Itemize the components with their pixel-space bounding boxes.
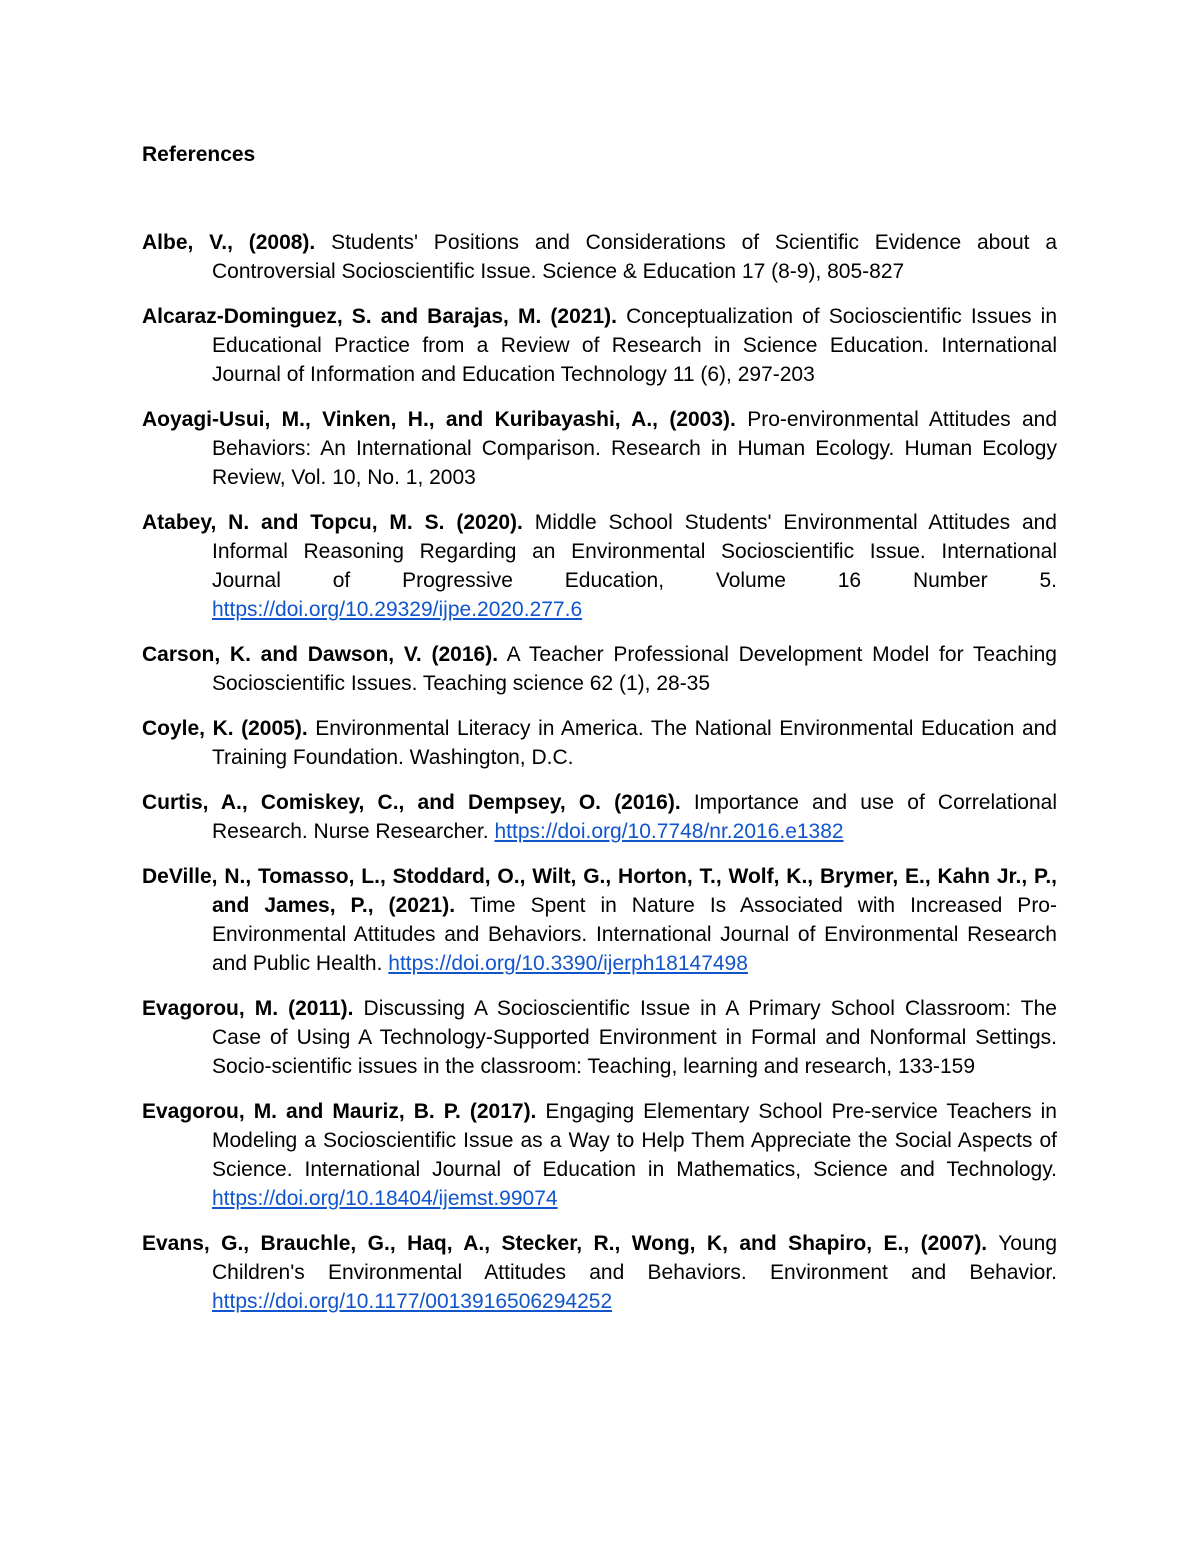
reference-authors: Evans, G., Brauchle, G., Haq, A., Stecker, R., Wong, K, and Shapiro, E., (2007). <box>142 1232 988 1255</box>
reference-entry <box>142 1229 1057 1316</box>
reference-doi-link[interactable]: https://doi.org/10.18404/ijemst.99074 <box>212 1187 558 1210</box>
reference-text: Discussing A Socioscientific Issue in A Primary School Classroom: The Case of Using A Technology-Supported Environment in Formal and Nonformal Settings. Socio-scientific issues in the classroom: Teaching, learning and research, 133-159 <box>212 997 1057 1078</box>
reference-authors: Evagorou, M. and Mauriz, B. P. (2017). <box>142 1100 537 1123</box>
reference-doi-link[interactable]: https://doi.org/10.3390/ijerph18147498 <box>388 952 748 975</box>
reference-text: Middle School Students' Environmental Attitudes and Informal Reasoning Regarding an Environmental Socioscientific Issue. International Journal of Progressive Education, Volume 16 Number 5. <box>212 511 1057 592</box>
reference-entry <box>142 405 1057 492</box>
reference-list <box>142 228 1057 1316</box>
reference-text: Students' Positions and Considerations of Scientific Evidence about a Controversial Socioscientific Issue. Science & Education 17 (8-9), 805-827 <box>212 231 1058 283</box>
reference-entry <box>142 508 1057 624</box>
document-page <box>142 140 1057 1332</box>
reference-text: Time Spent in Nature Is Associated with Increased Pro-Environmental Attitudes and Behaviors. International Journal of Environmental Research and Public Health. <box>212 894 1057 975</box>
reference-entry <box>142 714 1057 772</box>
reference-entry <box>142 228 1057 286</box>
reference-entry <box>142 302 1057 389</box>
reference-authors: Evagorou, M. (2011). <box>142 997 354 1020</box>
reference-authors: Aoyagi-Usui, M., Vinken, H., and Kuribayashi, A., (2003). <box>142 408 736 431</box>
reference-text: Environmental Literacy in America. The National Environmental Education and Training Foundation. Washington, D.C. <box>212 717 1057 769</box>
reference-text: Engaging Elementary School Pre-service Teachers in Modeling a Socioscientific Issue as a Way to Help Them Appreciate the Social Aspects of Science. International Journal of Education in Mathematics, Science and Technology. <box>212 1100 1057 1181</box>
reference-entry <box>142 1097 1057 1213</box>
reference-authors: Albe, V., (2008). <box>142 231 316 254</box>
reference-authors: DeVille, N., Tomasso, L., Stoddard, O., Wilt, G., Horton, T., Wolf, K., Brymer, E., Kahn Jr., P., and James, P., (2021). <box>142 865 1057 917</box>
reference-doi-link[interactable]: https://doi.org/10.29329/ijpe.2020.277.6 <box>212 598 583 621</box>
reference-doi-link[interactable]: https://doi.org/10.7748/nr.2016.e1382 <box>494 820 844 843</box>
reference-text: A Teacher Professional Development Model for Teaching Socioscientific Issues. Teaching science 62 (1), 28-35 <box>212 643 1057 695</box>
reference-entry <box>142 788 1057 846</box>
reference-authors: Coyle, K. (2005). <box>142 717 308 740</box>
reference-text: Conceptualization of Socioscientific Issues in Educational Practice from a Review of Research in Science Education. International Journal of Information and Education Technology 11 (6), 297-203 <box>212 305 1058 386</box>
reference-doi-link[interactable]: https://doi.org/10.1177/0013916506294252 <box>212 1290 613 1313</box>
reference-entry <box>142 640 1057 698</box>
reference-text: Pro-environmental Attitudes and Behaviors: An International Comparison. Research in Human Ecology. Human Ecology Review, Vol. 10, No. 1, 2003 <box>212 408 1057 489</box>
reference-text: Young Children's Environmental Attitudes and Behaviors. Environment and Behavior. <box>212 1232 1057 1284</box>
reference-entry <box>142 862 1057 978</box>
reference-authors: Alcaraz-Dominguez, S. and Barajas, M. (2021). <box>142 305 617 328</box>
references-heading: References <box>142 143 256 166</box>
reference-text: Importance and use of Correlational Research. Nurse Researcher. <box>212 791 1057 843</box>
reference-authors: Carson, K. and Dawson, V. (2016). <box>142 643 499 666</box>
reference-entry <box>142 994 1057 1081</box>
reference-authors: Curtis, A., Comiskey, C., and Dempsey, O. (2016). <box>142 791 681 814</box>
reference-authors: Atabey, N. and Topcu, M. S. (2020). <box>142 511 523 534</box>
